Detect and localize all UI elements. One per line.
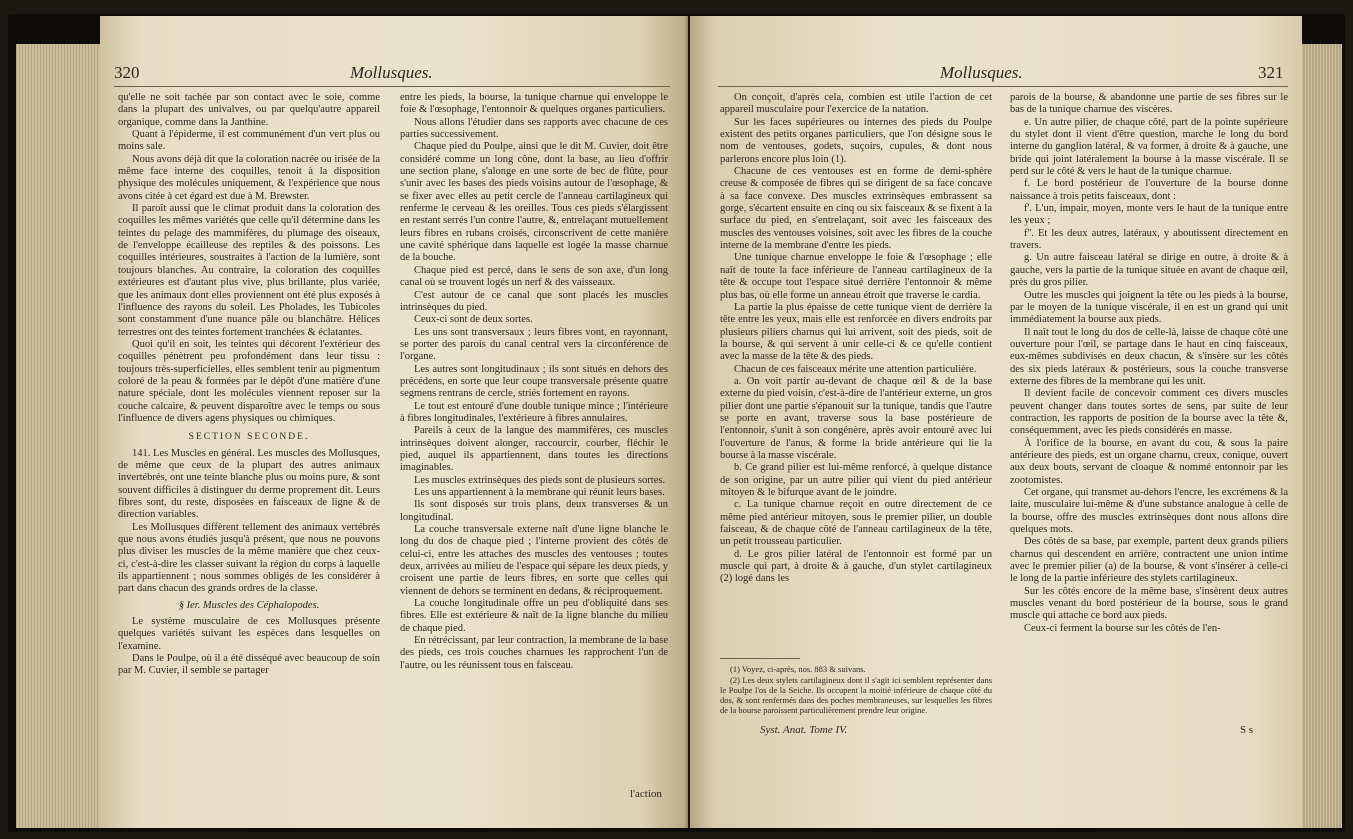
paragraph: Chacune de ces ventouses est en forme de demi-sphère creuse & composée de fibres qui se dirigent de sa face concave à sa face convexe. Des muscles extrinsèques embrassent sa gorge, s'écartent ensuite en cinq ou six faisceaux & se fixent à la surface du pied, en s'entrelaçant, soit avec les faisceaux des muscles des ventouses voisines, soit avec les fibres de la couche interne de la membrane d'entre les pieds.	[720, 166, 992, 252]
left-header-rule	[114, 86, 670, 87]
left-page	[100, 16, 688, 828]
paragraph: Outre les muscles qui joignent la tête ou les pieds à la bourse, par le moyen de la tunique viscérale, il en est un grand qui unit immédiatement la bourse aux pieds.	[1010, 289, 1288, 326]
paragraph: Des côtés de sa base, par exemple, partent deux grands piliers charnus qui descendent en arrière, contractent une union intime avec le premier pilier (a) de la bourse, & vont s'insérer à celle-ci le long de la partie inférieure des stylets cartilagineux.	[1010, 536, 1288, 585]
paragraph: À l'orifice de la bourse, en avant du cou, & sous la paire antérieure des pieds, est un organe charnu, creux, conique, ouvert aux deux bouts, servant de cloaque & nommé entonnoir par les zootomistes.	[1010, 437, 1288, 486]
paragraph: f. Le bord postérieur de l'ouverture de la bourse donne naissance à trois petits faisceaux, dont :	[1010, 178, 1288, 202]
right-page	[690, 16, 1302, 828]
paragraph: Nous allons l'étudier dans ses rapports avec chacune de ces parties successivement.	[400, 116, 668, 141]
article-heading: § Ier. Muscles des Céphalopodes.	[178, 599, 320, 611]
paragraph: La couche longitudinale offre un peu d'obliquité dans ses fibres. Elle est extérieure & naît de la ligne blanche du milieu de chaque pied.	[400, 598, 668, 634]
paragraph: Les muscles extrinsèques des pieds sont de plusieurs sortes.	[414, 474, 666, 486]
footnote-rule	[720, 658, 800, 659]
paragraph: Sur les côtés encore de la même base, s'insèrent deux autres muscles venant du bord postérieur de la bourse, sous le grand muscle qui attache ce bord aux pieds.	[1010, 585, 1288, 622]
right-page-stack	[1302, 44, 1342, 828]
right-running-header: Mollusques.	[940, 63, 1023, 82]
paragraph: Nous avons déjà dit que la coloration nacrée ou irisée de la même face interne des coquilles, tenoit à la disposition physique des molécules uniquement, & l'expérience que nous avons citée à cet égard est due à M. Brewster.	[118, 153, 380, 202]
paragraph: Il paroît aussi que le climat produit dans la coloration des coquilles les mêmes variétés que celle qu'il détermine dans les teintes du pelage des mammifères, du plumage des oiseaux, de l'enveloppe écailleuse des reptiles & des poissons. Les coquilles intérieures, soustraites à l'action de la lumière, sont toujours blanches. Au contraire, la coloration des coquilles extérieures est d'autant plus vive, plus brillante, plus variée, que les animaux dont elles proviennent ont été plus exposés à l'influence des rayons du soleil. Les Pholades, les Tubicoles sont constamment d'une nuance pâle ou blanchâtre. Hélices terrestres ont des teintes fortement tranchées & éclatantes.	[118, 203, 380, 338]
paragraph: Chaque pied du Poulpe, ainsi que le dit M. Cuvier, doit être considéré comme un long cône, dont la base, au lieu d'offrir une section plane, s'alonge en une sorte de bec de flûte, pour s'unir avec les bases des pieds voisins autour de l'œsophage, & se fixer avec elles au petit cercle de l'anneau cartilagineux qui renferme le cerveau & les oreilles. Tous ces pieds s'élargissent en restant serrés l'un contre l'autre, &, entrelaçant mutuellement leurs fibres en rubans croisés, circonscrivent de cette manière une cavité sphérique dans laquelle est logée la masse charnue de la bouche.	[400, 141, 668, 264]
paragraph: Pareils à ceux de la langue des mammifères, ces muscles intrinsèques doivent alonger, raccourcir, courber, fléchir le pied, auquel ils appartiennent, dans toutes les directions imaginables.	[400, 425, 668, 474]
section-heading: SECTION SECONDE.	[188, 432, 310, 443]
paragraph: Quoi qu'il en soit, les teintes qui décorent l'extérieur des coquilles pénètrent peu profondément dans leur tissu : toujours très-superficielles, elles semblent tenir au pigmentum coloré de la peau & formées par le dépôt d'une matière d'une nature spéciale, dont les molécules viennent reposer sur la couche calcaire, & peuvent disparoître avec le temps ou sous l'influence de divers agens physiques ou chimiques.	[118, 338, 380, 424]
paragraph: La couche transversale externe naît d'une ligne blanche le long du dos de chaque pied ; l'interne provient des côtés de celui-ci, entre les attaches des muscles des ventouses ; toutes deux, arrivées au milieu de l'espace qui sépare les deux pieds, y croisent une partie de leurs fibres, en sorte que celles qui viennent de dehors se terminent en dedans, & réciproquement.	[400, 524, 668, 597]
paragraph: a. On voit partir au-devant de chaque œil & de la base externe du pied voisin, c'est-à-dire de l'antérieur externe, un gros pilier dont une partie s'épanouit sur la tunique, tandis que l'autre se porte en avant, traverse sous la base postérieure de l'entonnoir, s'unit à son congénère, après avoir entouré avec lui l'ouverture de l'anus, & forme la bride antérieure qui lie la bourse à la masse viscérale.	[720, 375, 992, 461]
paragraph: Quant à l'épiderme, il est communément d'un vert plus ou moins sale.	[118, 129, 380, 153]
paragraph: Chaque pied est percé, dans le sens de son axe, d'un long canal où se trouvent logés un nerf & des vaisseaux.	[400, 264, 668, 289]
left-running-header: Mollusques.	[350, 63, 433, 82]
paragraph: Les uns sont transversaux ; leurs fibres vont, en rayonnant, se porter des parois du canal central vers la circonférence de l'organe.	[400, 326, 668, 363]
footer-signature-mark: S s	[1240, 724, 1254, 736]
footnote: (1) Voyez, ci-après, nos. 883 & suivans.	[730, 664, 866, 674]
paragraph: On conçoit, d'après cela, combien est utile l'action de cet appareil musculaire pour l'exercice de la natation.	[720, 92, 992, 116]
paragraph: Le tout est entouré d'une double tunique mince ; l'intérieure à fibres longitudinales, l'extérieure à fibres annulaires.	[400, 400, 668, 424]
paragraph: En rétrécissant, par leur contraction, la membrane de la base des pieds, ces trois couches charnues les rapprochent l'un de l'autre, ou les réunissent tous en faisceau.	[400, 635, 668, 671]
left-column-1	[118, 92, 380, 782]
paragraph: 141. Les Muscles en général. Les muscles des Mollusques, de même que ceux de la plupart des autres animaux invertébrés, ont une teinte blanche plus ou moins pure, & sont souvent difficiles à distinguer du derme proprement dit. Leurs fibres sont, du reste, disposées en faisceaux de ligne & de direction variables.	[118, 447, 380, 521]
left-column-2	[400, 92, 668, 782]
footnote: (2) Les deux stylets cartilagineux dont il s'agit ici semblent représenter dans le Poulpe l'os de la Seiche. Ils occupent la moitié inférieure de chaque côté du dos, & sont renfermés dans des poches membraneuses, sur lesquelles les fibres de la bourse paroissent particulièrement prendre leur origine.	[720, 675, 992, 715]
paragraph: qu'elle ne soit tachée par son contact avec le soie, comme dans la plupart des univalves, ou par quelqu'autre appareil organique, comme dans la Janthine.	[118, 92, 380, 128]
paragraph: Ils sont disposés sur trois plans, deux transverses & un longitudinal.	[400, 499, 668, 523]
right-column-2	[1010, 92, 1288, 722]
paragraph: Cet organe, qui transmet au-dehors l'encre, les excrémens & la laite, musculaire lui-même & d'une substance analogue à celle de la bourse, offre des muscles extrinsèques dont nous allons dire quelques mots.	[1010, 487, 1288, 536]
footnotes	[720, 664, 992, 716]
paragraph: c. La tunique charnue reçoit en outre directement de ce même pied antérieur mitoyen, sous le premier pilier, un double faisceau, & de chaque côté de l'anneau cartilagineux de la tête, un petit trousseau particulier.	[720, 499, 992, 548]
paragraph: Il devient facile de concevoir comment ces divers muscles peuvent changer dans toutes sortes de sens, par suite de leur contraction, les rapports de position de la bourse avec la tête &, conséquemment, avec les pieds considérés en masse.	[1010, 388, 1288, 437]
left-catchword: l'action	[630, 788, 662, 800]
paragraph: d. Le gros pilier latéral de l'entonnoir est formé par un muscle qui part, à droite & à gauche, d'un stylet cartilagineux (2) logé dans les	[720, 548, 992, 585]
paragraph: entre les pieds, la bourse, la tunique charnue qui enveloppe le foie & l'œsophage, l'entonnoir & quelques organes particuliers.	[400, 92, 668, 116]
paragraph: Il naît tout le long du dos de celle-là, laisse de chaque côté une ouverture pour l'œil, se partage dans le haut en cinq faisceaux, eux-mêmes subdivisés en deux chacun, & s'insère sur les côtés des six pieds latéraux & postérieurs, sous la couche transverse externe des fibres de la membrane qui les unit.	[1010, 326, 1288, 387]
paragraph: Les autres sont longitudinaux ; ils sont situés en dehors des précédens, en sorte que leur coupe transversale présente quatre segmens rentrans de cercle, striés fortement en rayons.	[400, 363, 668, 400]
paragraph: Les uns appartiennent à la membrane qui réunit leurs bases.	[414, 487, 665, 498]
right-header-rule	[718, 86, 1288, 87]
paragraph: Ceux-ci ferment la bourse sur les côtés de l'en-	[1024, 622, 1221, 634]
paragraph: La partie la plus épaisse de cette tunique vient de derrière la tête entre les yeux, mais elle est renforcée en divers endroits par plusieurs piliers charnus qui lui arrivent, soit des pieds, soit de la bourse, & qui servent à unir celle-ci & ce qu'elle contient avec la masse de la tête & des pieds.	[720, 301, 992, 363]
paragraph: C'est autour de ce canal que sont placés les muscles intrinsèques du pied.	[400, 289, 668, 313]
left-page-stack	[16, 44, 100, 828]
paragraph: e. Un autre pilier, de chaque côté, part de la pointe supérieure du stylet dont il vient d'être question, marche le long du bord interne du ganglion latéral, & va former, à droite & à gauche, une bride qui joint latéralement la bourse à la masse viscérale. Il se perd sur le côté & vers le haut de la tunique charnue.	[1010, 116, 1288, 178]
footer-signature: Syst. Anat. Tome IV.	[760, 724, 848, 736]
right-page-number: 321	[1258, 63, 1284, 82]
paragraph: Dans le Poulpe, où il a été disséqué avec beaucoup de soin par M. Cuvier, il semble se partager	[118, 653, 380, 677]
right-column-1	[720, 92, 992, 652]
left-page-number: 320	[114, 63, 140, 82]
paragraph: Sur les faces supérieures ou internes des pieds du Poulpe existent des petits organes particuliers, que l'on désigne sous le nom de ventouses, godets, suçoirs, cupules, & dont nous parlerons encore plus loin (1).	[720, 116, 992, 165]
paragraph: Le système musculaire de ces Mollusques présente quelques variétés suivant les espèces dans lesquelles on l'examine.	[118, 616, 380, 652]
paragraph: Chacun de ces faisceaux mérite une attention particulière.	[734, 363, 977, 375]
paragraph: g. Un autre faisceau latéral se dirige en outre, à droite & à gauche, vers la partie de la tunique située en avant de chaque œil, près du gros pilier.	[1010, 252, 1288, 289]
book-spread	[8, 14, 1345, 832]
paragraph: f''. Et les deux autres, latéraux, y aboutissent directement en travers.	[1010, 227, 1288, 252]
paragraph: parois de la bourse, & abandonne une partie de ses fibres sur le bas de la tunique charnue des viscères.	[1010, 92, 1288, 116]
paragraph: Les Mollusques diffèrent tellement des animaux vertébrés que nous avons étudiés jusqu'à présent, que nous ne pouvons plus diviser les muscles de la même manière que chez ceux-ci, c'est-à-dire les classer suivant la région du corps à laquelle ils appartiennent ; nous sommes obligés de les considérer à part dans chacun des grands ordres de la classe.	[118, 521, 380, 595]
paragraph: f'. L'un, impair, moyen, monte vers le haut de la tunique entre les yeux ;	[1010, 203, 1288, 227]
paragraph: Une tunique charnue enveloppe le foie & l'œsophage ; elle naît de toute la face inférieure de l'anneau cartilagineux de la tête & occupe tout l'espace situé derrière l'entonnoir & même plus bas, où elle forme un anneau étroit que traverse le cardia.	[720, 252, 992, 301]
paragraph: b. Ce grand pilier est lui-même renforcé, à quelque distance de son origine, par un autre pilier qui vient du pied antérieur mitoyen & le bifurque avant de le joindre.	[720, 462, 992, 498]
paragraph: Ceux-ci sont de deux sortes.	[414, 314, 533, 326]
